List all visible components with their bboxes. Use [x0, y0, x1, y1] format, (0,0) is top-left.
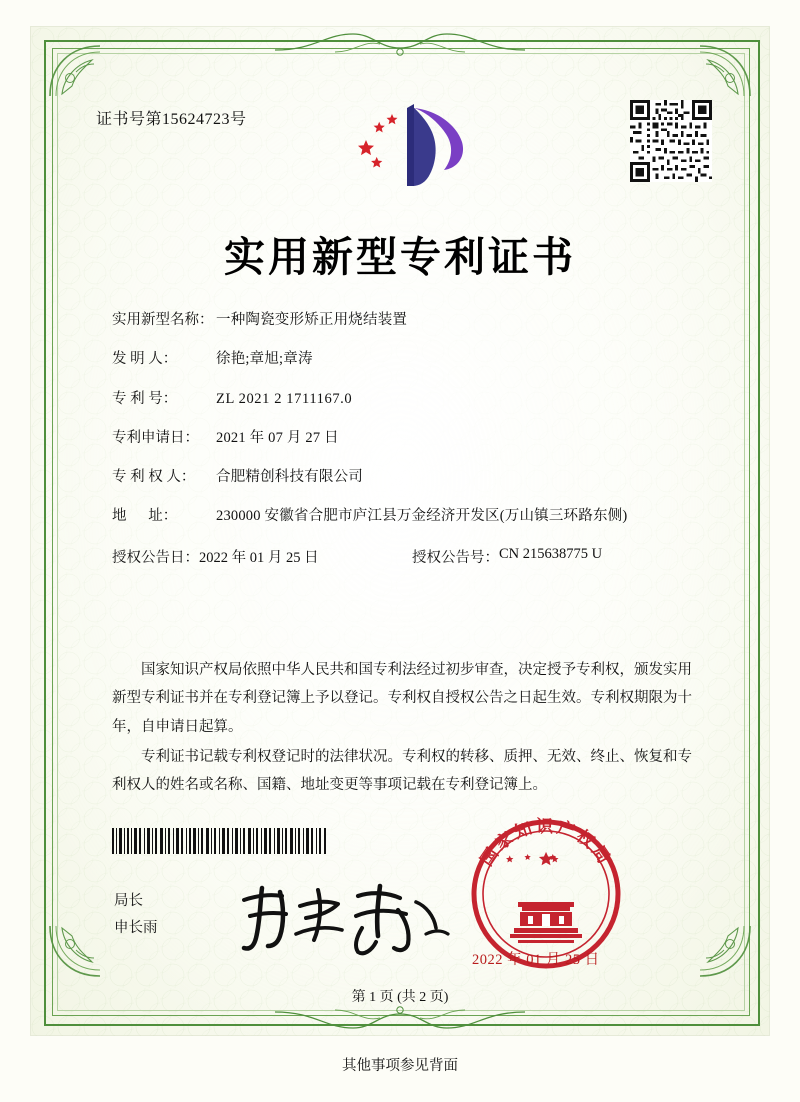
- grant-number-label: 授权公告号：: [412, 549, 499, 566]
- grant-number-value: CN 215638775 U: [499, 545, 603, 562]
- seal-date: 2022 年 01 月 25 日: [472, 952, 600, 968]
- field-value: 230000 安徽省合肥市庐江县万金经济开发区(万山镇三环路东侧): [216, 508, 628, 525]
- certificate-content: [52, 48, 748, 1014]
- handwritten-signature: [230, 876, 460, 958]
- field-utility-model-name: [112, 310, 692, 332]
- field-value: 2021 年 07 月 27 日: [216, 429, 339, 446]
- barcode: [112, 828, 327, 854]
- field-application-date: [112, 428, 692, 450]
- grant-date-group: [112, 546, 412, 567]
- field-label: 专利申请日：: [112, 429, 199, 446]
- field-value: ZL 2021 2 1711167.0: [216, 390, 353, 407]
- field-value: 徐艳;章旭;章涛: [216, 351, 313, 368]
- grant-number-group: [412, 546, 692, 567]
- certificate-number: 证书号第15624723号: [96, 111, 247, 128]
- field-inventor: [112, 349, 692, 371]
- field-label: 实用新型名称：: [112, 312, 214, 328]
- legal-paragraph-1: 国家知识产权局依照中华人民共和国专利法经过初步审查，决定授予专利权，颁发实用新型专利证书并在专利登记簿上予以登记。专利权自授权公告之日起生效。专利权期限为十年，自申请日起算。: [112, 662, 692, 735]
- legal-text: [112, 656, 692, 801]
- field-value: 一种陶瓷变形矫正用烧结装置: [216, 312, 408, 328]
- field-address: [112, 506, 692, 528]
- director-role-label: 局长: [114, 893, 143, 909]
- director-name-label: 申长雨: [114, 919, 158, 936]
- field-label: 专 利 权 人：: [112, 469, 196, 485]
- qr-code-icon: [630, 100, 712, 182]
- field-label: 专 利 号：: [112, 390, 178, 407]
- field-patentee: [112, 467, 692, 489]
- field-value: 合肥精创科技有限公司: [216, 469, 363, 485]
- cnipa-logo-icon: [352, 98, 468, 190]
- field-patent-number: [112, 389, 692, 411]
- signature-labels: [114, 888, 158, 942]
- legal-paragraph-2: 专利证书记载专利权登记时的法律状况。专利权的转移、质押、无效、终止、恢复和专利权人的姓名或名称、国籍、地址变更等事项记载在专利登记簿上。: [112, 748, 692, 794]
- seal-text: 国家知识产权局: [476, 816, 616, 870]
- field-label: 地 址：: [112, 508, 178, 525]
- grant-announcement-row: [112, 546, 692, 567]
- page-number: 第 1 页 (共 2 页): [351, 990, 449, 1005]
- grant-date-value: 2022 年 01 月 25 日: [199, 549, 319, 566]
- grant-date-label: 授权公告日：: [112, 549, 199, 566]
- footnote: 其他事项参见背面: [342, 1058, 458, 1074]
- page-title: 实用新型专利证书: [224, 233, 576, 281]
- field-label: 发 明 人：: [112, 351, 178, 368]
- patent-fields: [112, 310, 692, 575]
